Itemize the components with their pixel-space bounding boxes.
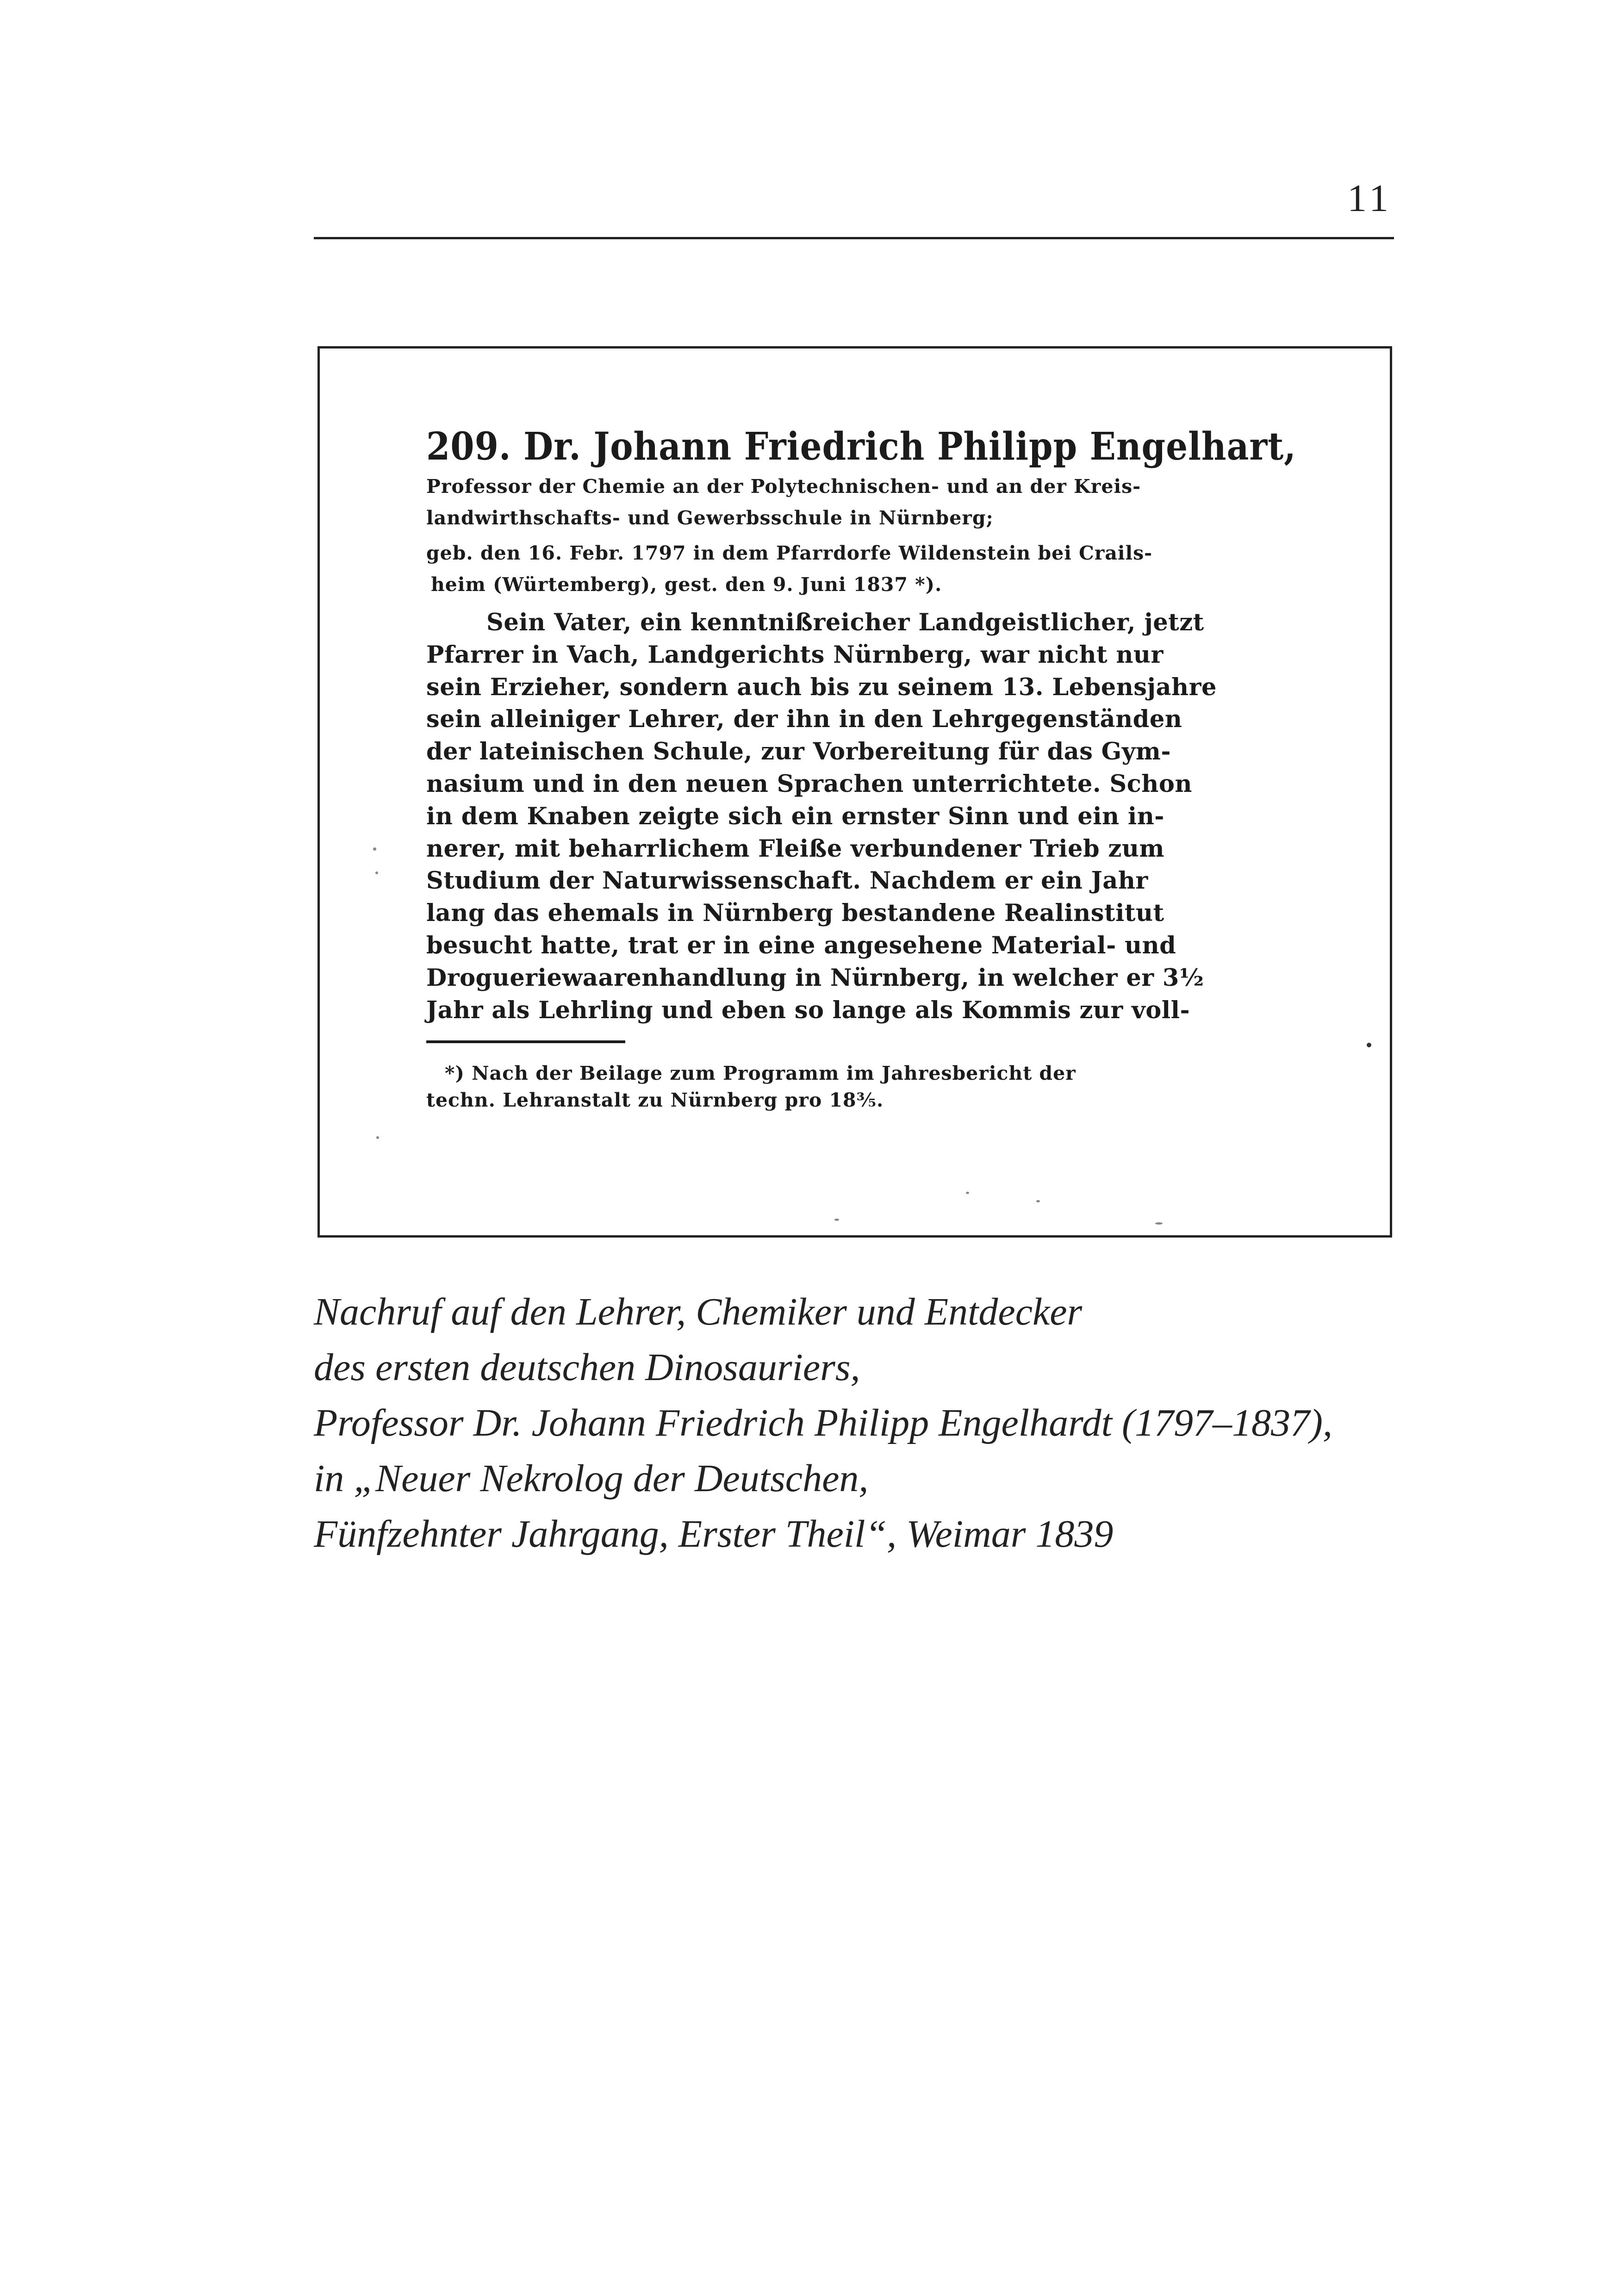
scan-speck — [1036, 1200, 1040, 1202]
scan-speck — [375, 871, 378, 874]
body-line: nasium und in den neuen Sprachen unterrichtete. Schon — [426, 770, 1192, 798]
footnote-line: techn. Lehranstalt zu Nürnberg pro 18⅗. — [426, 1089, 884, 1112]
body-line: Jahr als Lehrling und eben so lange als Kommis zur voll- — [426, 996, 1190, 1024]
body-line: sein Erzieher, sondern auch bis zu seinem 13. Lebensjahre — [426, 673, 1217, 701]
body-line: lang das ehemals in Nürnberg bestandene Realinstitut — [426, 899, 1164, 927]
scan-speck — [1155, 1222, 1163, 1225]
caption-line: Fünfzehnter Jahrgang, Erster Theil“, Weimar 1839 — [314, 1512, 1114, 1556]
entry-heading: 209. Dr. Johann Friedrich Philipp Engelhart, — [426, 424, 1296, 469]
birth-line: heim (Würtemberg), gest. den 9. Juni 1837 *). — [431, 573, 942, 596]
header-rule — [314, 237, 1394, 239]
scan-speck — [1367, 1043, 1371, 1047]
caption-line: Nachruf auf den Lehrer, Chemiker und Entdecker — [314, 1290, 1083, 1333]
birth-line: geb. den 16. Febr. 1797 in dem Pfarrdorfe Wildenstein bei Crails- — [426, 542, 1153, 564]
scan-speck — [373, 847, 376, 851]
body-line: Drogueriewaarenhandlung in Nürnberg, in welcher er 3½ — [426, 964, 1204, 992]
body-line: Pfarrer in Vach, Landgerichts Nürnberg, war nicht nur — [426, 641, 1164, 669]
body-line: sein alleiniger Lehrer, der ihn in den Lehrgegenständen — [426, 705, 1182, 734]
body-line: nerer, mit beharrlichem Fleiße verbundener Trieb zum — [426, 834, 1164, 863]
subtitle-line: landwirthschafts- und Gewerbsschule in Nürnberg; — [426, 507, 994, 529]
figure-caption — [314, 1284, 1517, 1562]
body-line: Studium der Naturwissenschaft. Nachdem er ein Jahr — [426, 867, 1148, 895]
caption-line: des ersten deutschen Dinosauriers, — [314, 1346, 860, 1389]
subtitle-line: Professor der Chemie an der Polytechnischen- und an der Kreis- — [426, 475, 1141, 498]
body-line: besucht hatte, trat er in eine angesehene Material- und — [426, 931, 1176, 959]
body-line: der lateinischen Schule, zur Vorbereitung für das Gym- — [426, 738, 1171, 766]
clipping-frame — [317, 346, 1392, 1238]
footnote-rule — [426, 1040, 625, 1043]
body-line: Sein Vater, ein kenntnißreicher Landgeistlicher, jetzt — [486, 609, 1204, 636]
scan-speck — [966, 1192, 969, 1194]
obituary-clipping — [426, 423, 1296, 1114]
scan-speck — [376, 1136, 379, 1139]
page-number: 11 — [1347, 177, 1392, 220]
caption-line: in „Neuer Nekrolog der Deutschen, — [314, 1457, 869, 1500]
footnote-line: *) Nach der Beilage zum Programm im Jahresbericht der — [445, 1062, 1076, 1085]
body-line: in dem Knaben zeigte sich ein ernster Sinn und ein in- — [426, 802, 1164, 830]
scan-speck — [834, 1219, 839, 1221]
caption-line: Professor Dr. Johann Friedrich Philipp Engelhardt (1797–1837), — [314, 1401, 1332, 1444]
